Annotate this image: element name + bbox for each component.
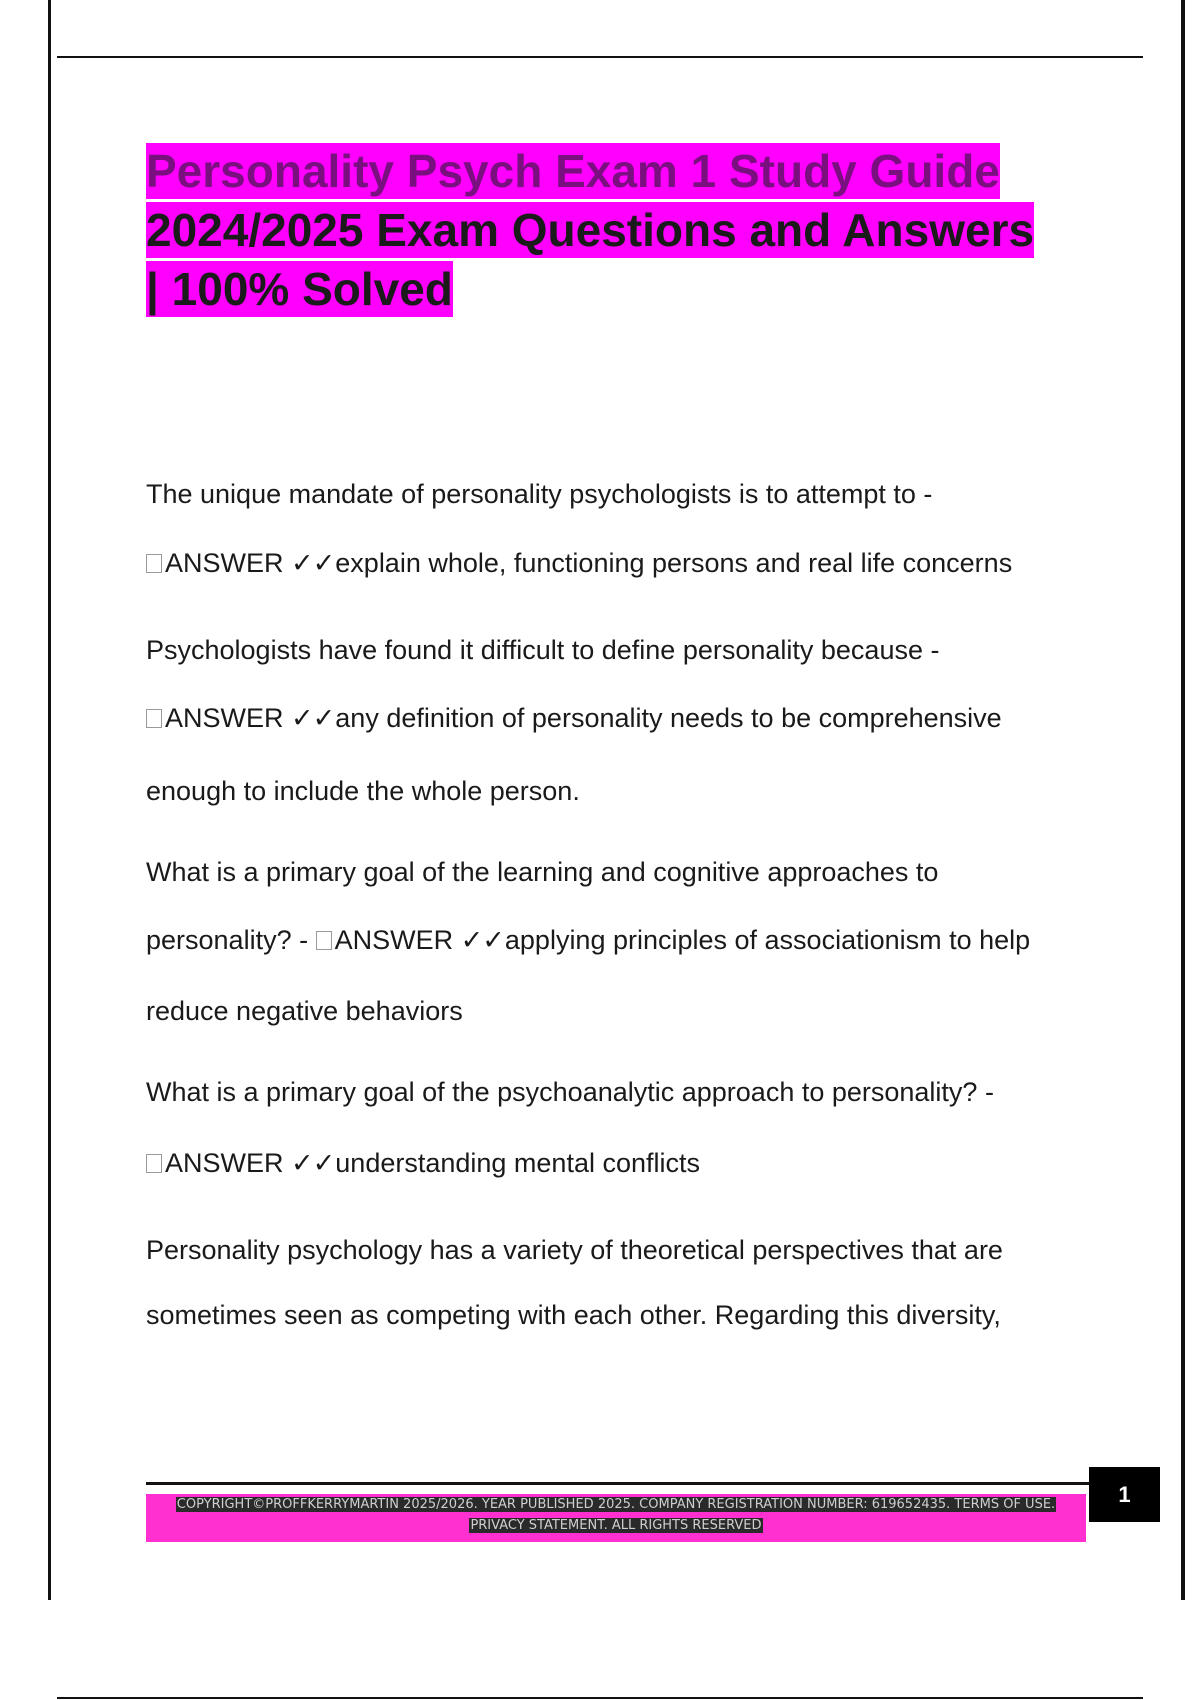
page-number: 1	[1089, 1467, 1160, 1522]
checkbox-icon	[316, 931, 332, 950]
question-5-text: Personality psychology has a variety of theoretical perspectives that are	[146, 1235, 1003, 1265]
document-title	[146, 142, 1096, 319]
answer-3-continued: reduce negative behaviors	[146, 996, 463, 1026]
title-line-3: | 100% Solved	[146, 263, 453, 315]
answer-label: ANSWER	[165, 703, 284, 733]
answer-label: ANSWER	[165, 1148, 284, 1178]
answer-label: ANSWER	[165, 548, 284, 578]
page-border-left	[48, 0, 51, 1600]
checkbox-icon	[146, 1154, 162, 1173]
question-2-text: Psychologists have found it difficult to define personality because -	[146, 635, 940, 665]
copyright-line-1: COPYRIGHT©PROFFKERRYMARTIN 2025/2026. YEAR PUBLISHED 2025. COMPANY REGISTRATION NUMBER: 619652435. TERMS OF USE.	[176, 1497, 1056, 1512]
check-icon: ✓✓	[291, 548, 335, 578]
page-border-right	[1181, 0, 1185, 1600]
check-icon: ✓✓	[460, 925, 504, 955]
answer-4: ANSWER ✓✓understanding mental conflicts	[146, 1148, 700, 1179]
copyright-footer	[146, 1494, 1086, 1542]
title-line-1: Personality Psych Exam 1 Study Guide	[146, 145, 1000, 197]
check-icon: ✓✓	[291, 1148, 335, 1178]
question-1-text: The unique mandate of personality psychologists is to attempt to -	[146, 479, 933, 509]
copyright-line-2: PRIVACY STATEMENT. ALL RIGHTS RESERVED	[470, 1518, 762, 1533]
answer-2-continued: enough to include the whole person.	[146, 776, 580, 806]
next-page-rule	[57, 1697, 1143, 1699]
question-3-text: What is a primary goal of the learning and cognitive approaches to	[146, 857, 939, 887]
question-4-text: What is a primary goal of the psychoanalytic approach to personality? -	[146, 1077, 994, 1107]
check-icon: ✓✓	[291, 703, 335, 733]
question-5-text-continued: sometimes seen as competing with each other. Regarding this diversity,	[146, 1300, 1001, 1330]
answer-2: ANSWER ✓✓any definition of personality needs to be comprehensive	[146, 703, 1002, 734]
answer-3: personality? - ANSWER ✓✓applying principles of associationism to help	[146, 925, 1031, 955]
title-line-2: 2024/2025 Exam Questions and Answers	[146, 204, 1035, 256]
footer-rule	[146, 1482, 1090, 1485]
checkbox-icon	[146, 554, 162, 573]
checkbox-icon	[146, 709, 162, 728]
answer-1: ANSWER ✓✓explain whole, functioning persons and real life concerns	[146, 548, 1012, 579]
header-rule	[57, 56, 1143, 58]
answer-label: ANSWER	[334, 925, 454, 955]
